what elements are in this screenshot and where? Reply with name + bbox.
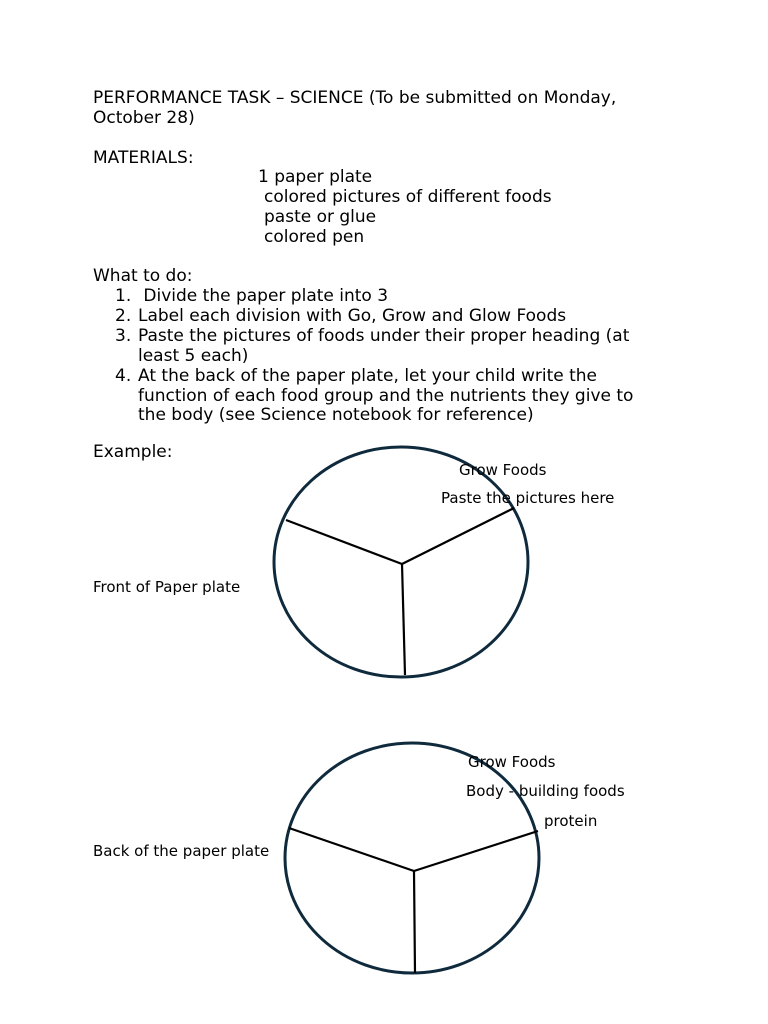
front-plate-divider (286, 520, 402, 564)
step-text: Divide the paper plate into 3 (138, 286, 389, 306)
back-plate (285, 743, 539, 973)
step-text: the body (see Science notebook for reference) (138, 405, 534, 425)
step-text: At the back of the paper plate, let your child write the (138, 366, 597, 386)
front-plate-outline (274, 447, 528, 677)
front-plate-divider (402, 508, 514, 564)
material-item: 1 paper plate (258, 167, 373, 187)
back-section-title: Grow Foods (468, 753, 556, 771)
back-section-nutrient: protein (544, 812, 598, 830)
step-number: 4. (115, 366, 132, 386)
step-number: 3. (115, 326, 132, 346)
back-plate-divider (414, 871, 415, 973)
back-section-note: Body - building foods (466, 782, 625, 800)
materials-heading: MATERIALS: (93, 148, 194, 168)
front-plate (274, 447, 528, 677)
back-side-label: Back of the paper plate (93, 842, 270, 860)
what-to-do-heading: What to do: (93, 266, 193, 286)
material-item: colored pictures of different foods (264, 187, 552, 207)
back-plate-divider (414, 831, 538, 871)
step-text: least 5 each) (138, 346, 249, 366)
document-title-line-1: PERFORMANCE TASK – SCIENCE (To be submitted on Monday, (93, 88, 617, 108)
front-section-title: Grow Foods (459, 461, 547, 479)
step-text: Label each division with Go, Grow and Glow Foods (138, 306, 567, 326)
material-item: colored pen (264, 227, 365, 247)
material-item: paste or glue (264, 207, 377, 227)
front-side-label: Front of Paper plate (93, 578, 241, 596)
step-number: 1. (115, 286, 132, 306)
document-title-line-2: October 28) (93, 108, 195, 128)
example-heading: Example: (93, 442, 173, 462)
back-plate-divider (289, 828, 414, 871)
step-text: Paste the pictures of foods under their proper heading (at (138, 326, 630, 346)
step-text: function of each food group and the nutrients they give to (138, 386, 634, 406)
front-plate-divider (402, 564, 405, 675)
back-plate-outline (285, 743, 539, 973)
step-number: 2. (115, 306, 132, 326)
front-section-note: Paste the pictures here (441, 489, 615, 507)
